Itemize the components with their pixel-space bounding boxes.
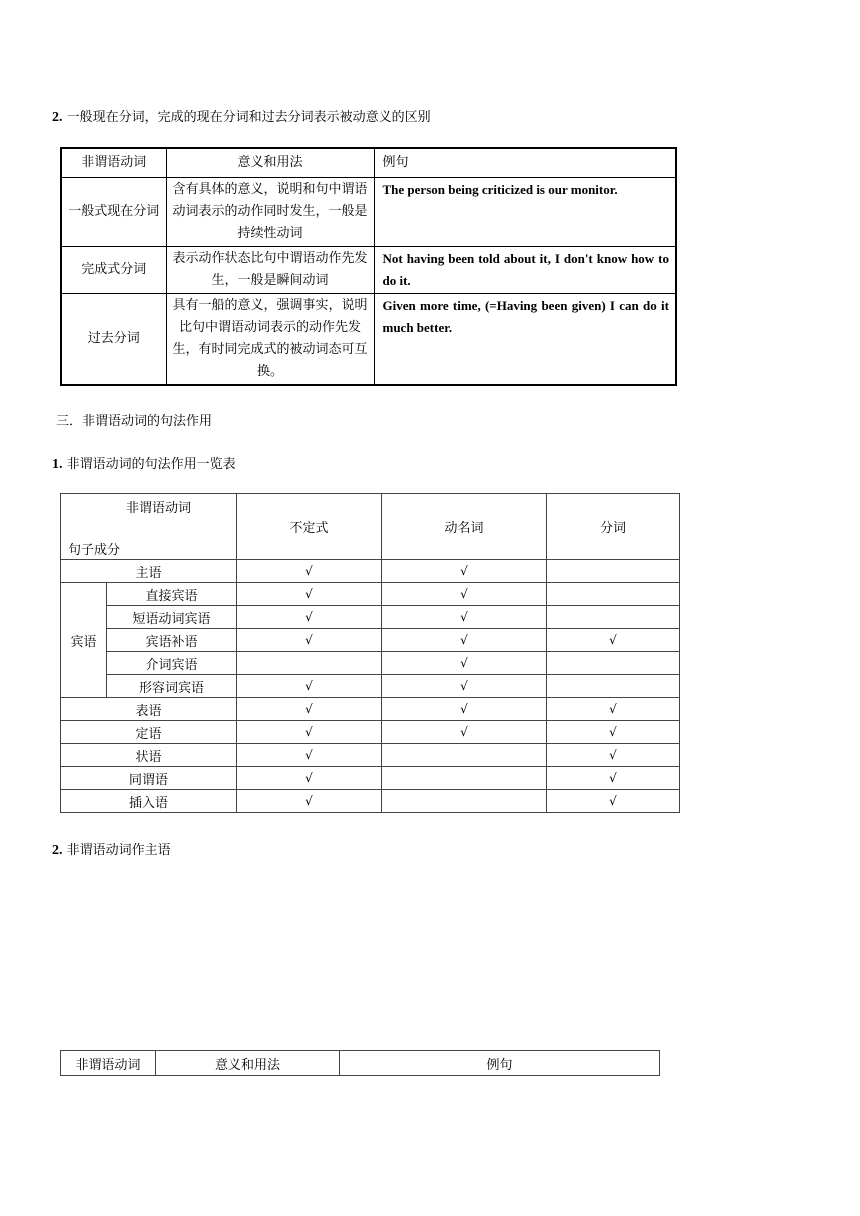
check-cell — [547, 652, 680, 675]
header-cell: 例句 — [340, 1051, 660, 1076]
check-cell — [237, 652, 382, 675]
check-cell: √ — [382, 721, 547, 744]
usage-cell: 含有具体的意义，说明和句中谓语动词表示的动作同时发生，一般是持续性动词 — [166, 177, 374, 246]
object-group-label: 宾语 — [61, 583, 107, 698]
check-cell: √ — [237, 560, 382, 583]
check-cell: √ — [547, 744, 680, 767]
row-label: 定语 — [61, 721, 237, 744]
row-label: 同谓语 — [61, 767, 237, 790]
participle-passive-table — [60, 147, 677, 386]
table-row — [61, 698, 680, 721]
check-cell: √ — [237, 698, 382, 721]
table-row — [61, 177, 676, 246]
row-label: 状语 — [61, 744, 237, 767]
corner-label-top: 非谓语动词 — [126, 501, 192, 516]
usage-cell: 表示动作状态比句中谓语动作先发生，一般是瞬间动词 — [166, 246, 374, 293]
check-cell — [547, 675, 680, 698]
check-cell — [382, 790, 547, 813]
table-row — [61, 767, 680, 790]
usage-cell: 具有一船的意义，强调事实，说明比句中谓语动词表示的动作先发生，有时同完成式的被动词态可互换。 — [166, 293, 374, 385]
check-cell — [547, 560, 680, 583]
header-cell: 非谓语动词 — [61, 148, 166, 177]
verb-form-cell: 一般式现在分词 — [61, 177, 166, 246]
heading-number: 2. — [52, 110, 63, 125]
table-row — [61, 790, 680, 813]
table-row — [61, 629, 680, 652]
header-cell: 意义和用法 — [156, 1051, 340, 1076]
verb-form-cell: 完成式分词 — [61, 246, 166, 293]
row-label: 短语动词宾语 — [107, 606, 237, 629]
table-row — [61, 560, 680, 583]
table-header-row — [61, 148, 676, 177]
check-cell: √ — [547, 721, 680, 744]
check-cell — [547, 583, 680, 606]
check-cell: √ — [547, 698, 680, 721]
row-label: 插入语 — [61, 790, 237, 813]
header-cell: 例句 — [374, 148, 676, 177]
table-row — [61, 293, 676, 385]
table-row — [61, 583, 680, 606]
subject-usage-table — [60, 1050, 660, 1076]
subsection-heading-subject — [52, 839, 171, 859]
check-cell: √ — [382, 629, 547, 652]
table-header-row — [61, 1051, 660, 1076]
heading-text: 一般现在分词，完成的现在分词和过去分词表示被动意义的区别 — [66, 110, 431, 125]
check-cell: √ — [237, 767, 382, 790]
row-label: 直接宾语 — [107, 583, 237, 606]
check-cell: √ — [547, 790, 680, 813]
table-row — [61, 246, 676, 293]
row-label: 主语 — [61, 560, 237, 583]
syntax-function-table — [60, 493, 680, 813]
section-heading-syntax: 三．非谓语动词的句法作用 — [56, 414, 213, 429]
verb-form-cell: 过去分词 — [61, 293, 166, 385]
check-cell — [382, 767, 547, 790]
check-cell: √ — [237, 583, 382, 606]
header-cell: 意义和用法 — [166, 148, 374, 177]
example-cell: Given more time, (=Having been given) I can do it much better. — [374, 293, 676, 385]
example-cell: The person being criticized is our monitor. — [374, 177, 676, 246]
check-cell: √ — [382, 583, 547, 606]
header-cell: 不定式 — [237, 494, 382, 560]
header-cell: 分词 — [547, 494, 680, 560]
section-heading-participle-passive — [52, 106, 431, 126]
corner-header-cell — [61, 494, 237, 560]
check-cell: √ — [547, 767, 680, 790]
table-row — [61, 721, 680, 744]
heading-text: 非谓语动词的句法作用一览表 — [66, 457, 236, 472]
row-label: 宾语补语 — [107, 629, 237, 652]
row-label: 介词宾语 — [107, 652, 237, 675]
heading-text: 非谓语动词作主语 — [66, 843, 171, 858]
check-cell: √ — [382, 560, 547, 583]
header-cell: 动名词 — [382, 494, 547, 560]
heading-number: 2. — [52, 843, 63, 858]
example-cell: Not having been told about it, I don't know how to do it. — [374, 246, 676, 293]
check-cell: √ — [237, 721, 382, 744]
check-cell: √ — [382, 652, 547, 675]
check-cell — [547, 606, 680, 629]
row-label: 形容词宾语 — [107, 675, 237, 698]
check-cell: √ — [237, 790, 382, 813]
corner-label-bottom: 句子成分 — [68, 543, 121, 558]
check-cell: √ — [547, 629, 680, 652]
header-cell: 非谓语动词 — [61, 1051, 156, 1076]
check-cell: √ — [237, 629, 382, 652]
check-cell: √ — [382, 698, 547, 721]
check-cell: √ — [237, 675, 382, 698]
table-row — [61, 675, 680, 698]
check-cell: √ — [382, 675, 547, 698]
subsection-heading-overview — [52, 453, 236, 473]
check-cell: √ — [237, 606, 382, 629]
check-cell: √ — [237, 744, 382, 767]
table-row — [61, 606, 680, 629]
heading-number: 1. — [52, 457, 63, 472]
table-header-row — [61, 494, 680, 560]
table-row — [61, 652, 680, 675]
row-label: 表语 — [61, 698, 237, 721]
table-row — [61, 744, 680, 767]
check-cell: √ — [382, 606, 547, 629]
check-cell — [382, 744, 547, 767]
